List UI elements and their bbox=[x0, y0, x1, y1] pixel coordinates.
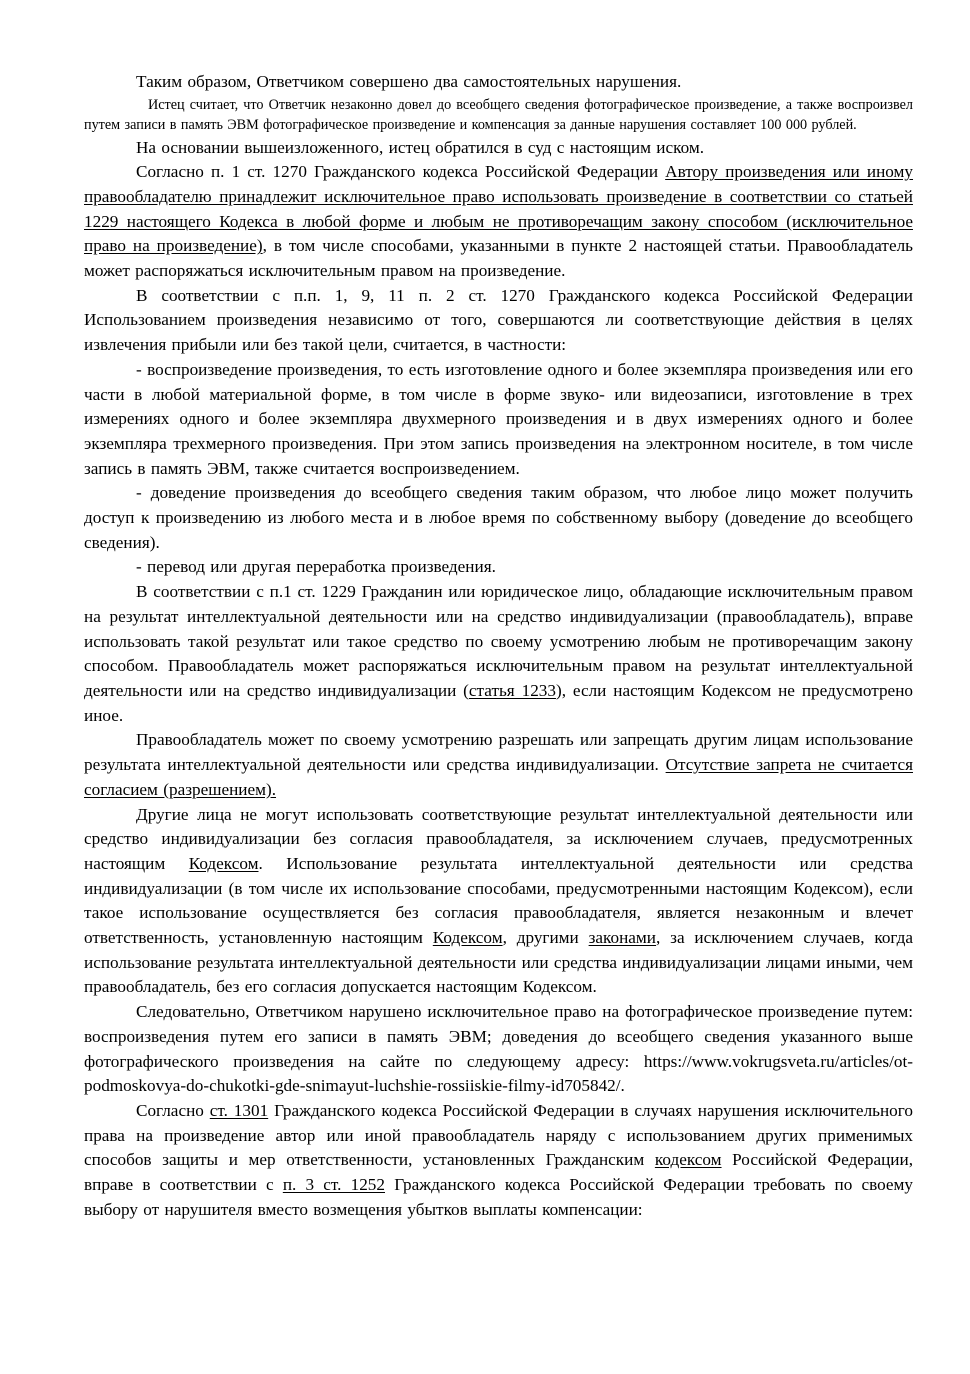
underlined-text-run: статья 1233 bbox=[468, 680, 556, 700]
underlined-text-run: законами bbox=[588, 928, 656, 948]
text-run: , другими bbox=[502, 928, 589, 948]
paragraph bbox=[84, 70, 913, 95]
text-run: Истец считает, что Ответчик незаконно довел до всеобщего сведения фотографическое произведение, а также воспроизвел путем записи в память ЭВМ фотографическое произведение и компенсация за данные нарушения составляет 100 000 рублей. bbox=[84, 96, 913, 134]
underlined-text-run: кодексом bbox=[654, 1150, 722, 1170]
paragraph bbox=[84, 95, 913, 136]
underlined-text-run: Кодексом bbox=[188, 853, 259, 873]
text-run: , в том числе способами, указанными в пункте 2 настоящей статьи. Правообладатель может распоряжаться исключительным правом на произведение. bbox=[84, 236, 913, 281]
paragraph bbox=[84, 136, 913, 161]
underlined-text-run: Автору произведения или иному правообладателю принадлежит исключительное право использовать произведение в соответствии со статьей 1229 настоящего Кодекса в любой форме и любым не противоречащим закону способом (исключительное право на произведение) bbox=[84, 162, 914, 256]
document-body bbox=[84, 70, 913, 1222]
text-run: Согласно п. 1 ст. 1270 Гражданского кодекса Российской Федерации bbox=[136, 162, 666, 182]
text-run: - перевод или другая переработка произведения. bbox=[136, 557, 496, 577]
text-run: В соответствии с п.1 ст. 1229 Гражданин или юридическое лицо, обладающие исключительным правом на результат интеллектуальной деятельности или на средство индивидуализации (правообладатель), вправе использовать такой результат или такое средство по своему усмотрению любым не противоречащим закону способом. Правообладатель может распоряжаться исключительным правом на результат интеллектуальной деятельности или на средство индивидуализации ( bbox=[84, 582, 913, 700]
paragraph bbox=[84, 555, 913, 580]
text-run: . Использование результата интеллектуальной деятельности или средства индивидуализации (в том числе их использование способами, предусмотренными настоящим Кодексом), если такое использование осуществляется без согласия правообладателя, является незаконным и влечет ответственность, установленную настоящим bbox=[84, 853, 913, 948]
underlined-text-run: п. 3 ст. 1252 bbox=[282, 1175, 385, 1195]
text-run: Гражданского кодекса Российской Федерации требовать по своему выбору от нарушителя вместо возмещения убытков выплаты компенсации: bbox=[84, 1175, 914, 1219]
paragraph bbox=[84, 160, 913, 284]
text-run: Другие лица не могут использовать соответствующие результат интеллектуальной деятельности или средство индивидуализации без согласия правообладателя, за исключением случаев, предусмотренных настоящим bbox=[84, 804, 913, 873]
text-run: В соответствии с п.п. 1, 9, 11 п. 2 ст. 1270 Гражданского кодекса Российской Федерации Использованием произведения независимо от того, совершаются ли соответствующие действия в целях извлечения прибыли или без такой цели, считается, в частности: bbox=[84, 285, 913, 355]
paragraph bbox=[84, 358, 913, 482]
text-run: Следовательно, Ответчиком нарушено исключительное право на фотографическое произведение путем: воспроизведения путем его записи в память ЭВМ; доведения до всеобщего сведения указанного выше фотографического произведения на сайте по следующему адресу: https://www.vokrugsveta.ru/articles/ot-podmoskovya-do-chukotki-gde-snimayut-luchshie-rossiiskie-filmy-id705842/. bbox=[84, 1002, 913, 1096]
paragraph bbox=[84, 728, 913, 802]
paragraph bbox=[84, 1099, 913, 1223]
underlined-text-run: Кодексом bbox=[432, 928, 503, 948]
text-run: - воспроизведение произведения, то есть изготовление одного и более экземпляра произведения или его части в любой материальной форме, в том числе в форме звуко- или видеозаписи, изготовление в трех измерениях одного и более экземпляра двухмерного произведения и в двух измерениях одного и более экземпляра трехмерного произведения. При этом запись произведения на электронном носителе, в том числе запись в память ЭВМ, также считается воспроизведением. bbox=[84, 359, 913, 478]
text-run: Правообладатель может по своему усмотрению разрешать или запрещать другим лицам использование результата интеллектуальной деятельности или средства индивидуализации. bbox=[84, 730, 913, 775]
paragraph bbox=[84, 481, 913, 555]
paragraph bbox=[84, 284, 913, 358]
text-run: ), если настоящим Кодексом не предусмотрено иное. bbox=[84, 680, 913, 725]
text-run: Таким образом, Ответчиком совершено два самостоятельных нарушения. bbox=[136, 72, 682, 91]
paragraph bbox=[84, 580, 913, 728]
text-run: - доведение произведения до всеобщего сведения таким образом, что любое лицо может получить доступ к произведению из любого места и в любое время по собственному выбору (доведение до всеобщего сведения). bbox=[84, 483, 913, 552]
text-run: Согласно bbox=[136, 1100, 210, 1120]
text-run: На основании вышеизложенного, истец обратился в суд с настоящим иском. bbox=[136, 137, 705, 157]
paragraph bbox=[84, 1000, 913, 1099]
text-run: Гражданского кодекса Российской Федерации в случаях нарушения исключительного права на произведение автор или иной правообладатель наряду с использованием других применимых способов защиты и мер ответственности, установленных Гражданским bbox=[84, 1100, 913, 1170]
paragraph bbox=[84, 803, 913, 1001]
underlined-text-run: ст. 1301 bbox=[209, 1100, 269, 1120]
text-run: Российской Федерации, вправе в соответствии с bbox=[84, 1150, 913, 1195]
underlined-text-run: Отсутствие запрета не считается согласием (разрешением). bbox=[84, 755, 913, 799]
text-run: , за исключением случаев, когда использование результата интеллектуальной деятельности или средства индивидуализации лицами иными, чем правообладатель, без его согласия допускается настоящим Кодексом. bbox=[84, 928, 913, 997]
